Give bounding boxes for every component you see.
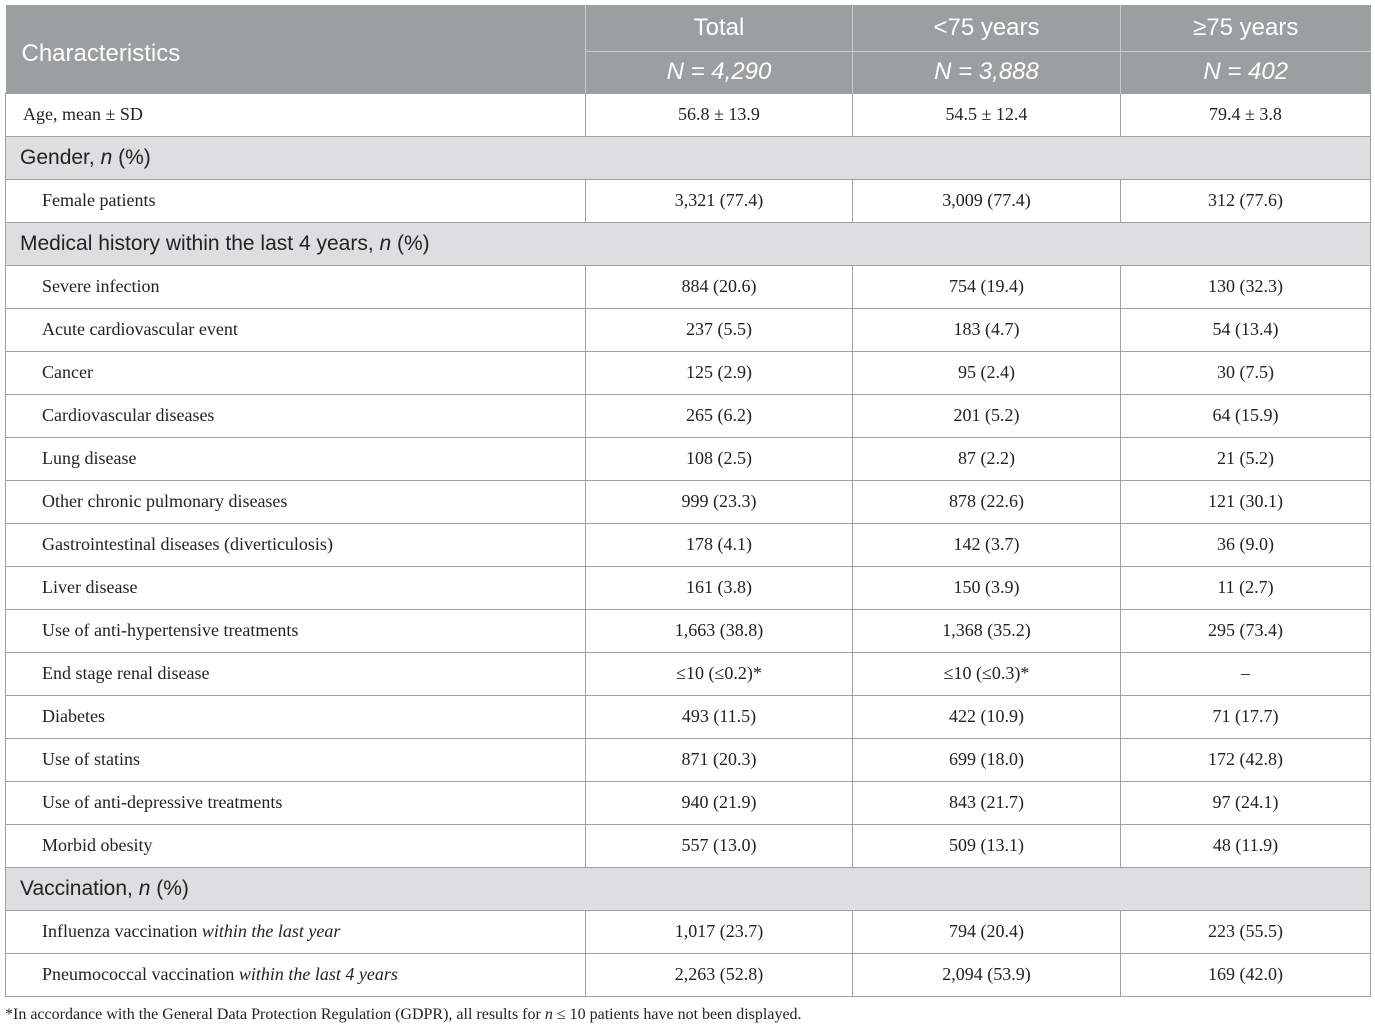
table-row (6, 265, 1371, 308)
header-row (6, 5, 1371, 51)
cell-total: 265 (6.2) (586, 394, 853, 437)
table-row (6, 910, 1371, 953)
table-row (6, 480, 1371, 523)
header-75-plus-n: N = 402 (1121, 51, 1371, 93)
table-row-age (6, 93, 1371, 136)
cell-under-75: 878 (22.6) (853, 480, 1121, 523)
cell-under-75: 1,368 (35.2) (853, 609, 1121, 652)
table-row (6, 437, 1371, 480)
cell-total: 999 (23.3) (586, 480, 853, 523)
row-label: Gastrointestinal diseases (diverticulosis) (6, 523, 586, 566)
cell-under-75: 754 (19.4) (853, 265, 1121, 308)
row-label: Morbid obesity (6, 824, 586, 867)
cell-under-75: 2,094 (53.9) (853, 953, 1121, 996)
cell-75-plus: 97 (24.1) (1121, 781, 1371, 824)
cell-75-plus: 36 (9.0) (1121, 523, 1371, 566)
characteristics-table-container (5, 5, 1370, 997)
cell-under-75: 150 (3.9) (853, 566, 1121, 609)
cell-under-75: 509 (13.1) (853, 824, 1121, 867)
row-label: Liver disease (6, 566, 586, 609)
cell-under-75: 95 (2.4) (853, 351, 1121, 394)
cell-75-plus: 54 (13.4) (1121, 308, 1371, 351)
cell-total: 56.8 ± 13.9 (586, 93, 853, 136)
cell-total: 557 (13.0) (586, 824, 853, 867)
table-row (6, 824, 1371, 867)
row-label: Pneumococcal vaccination within the last 4 years (6, 953, 586, 996)
cell-total: 1,017 (23.7) (586, 910, 853, 953)
table-row (6, 566, 1371, 609)
row-label: Acute cardiovascular event (6, 308, 586, 351)
header-characteristics: Characteristics (6, 5, 586, 93)
header-total: Total (586, 5, 853, 51)
cell-under-75: 54.5 ± 12.4 (853, 93, 1121, 136)
section-title: Gender, n (%) (6, 136, 1371, 179)
table-row (6, 351, 1371, 394)
cell-total: 871 (20.3) (586, 738, 853, 781)
header-under-75-n: N = 3,888 (853, 51, 1121, 93)
cell-under-75: 201 (5.2) (853, 394, 1121, 437)
cell-total: 237 (5.5) (586, 308, 853, 351)
table-row (6, 394, 1371, 437)
cell-75-plus: 130 (32.3) (1121, 265, 1371, 308)
table-row (6, 179, 1371, 222)
row-label: End stage renal disease (6, 652, 586, 695)
row-label: Other chronic pulmonary diseases (6, 480, 586, 523)
cell-total: 178 (4.1) (586, 523, 853, 566)
cell-75-plus: – (1121, 652, 1371, 695)
section-gender (6, 136, 1371, 179)
section-title: Medical history within the last 4 years, n (%) (6, 222, 1371, 265)
section-title: Vaccination, n (%) (6, 867, 1371, 910)
cell-75-plus: 295 (73.4) (1121, 609, 1371, 652)
cell-75-plus: 21 (5.2) (1121, 437, 1371, 480)
row-label: Influenza vaccination within the last year (6, 910, 586, 953)
cell-under-75: 794 (20.4) (853, 910, 1121, 953)
cell-75-plus: 172 (42.8) (1121, 738, 1371, 781)
row-label: Age, mean ± SD (6, 93, 586, 136)
cell-75-plus: 48 (11.9) (1121, 824, 1371, 867)
cell-under-75: 87 (2.2) (853, 437, 1121, 480)
cell-under-75: 183 (4.7) (853, 308, 1121, 351)
section-vaccination (6, 867, 1371, 910)
cell-under-75: ≤10 (≤0.3)* (853, 652, 1121, 695)
row-label: Severe infection (6, 265, 586, 308)
table-row (6, 695, 1371, 738)
row-label: Use of anti-depressive treatments (6, 781, 586, 824)
cell-total: 493 (11.5) (586, 695, 853, 738)
cell-total: 3,321 (77.4) (586, 179, 853, 222)
header-75-plus: ≥75 years (1121, 5, 1371, 51)
row-label: Use of anti-hypertensive treatments (6, 609, 586, 652)
cell-total: 125 (2.9) (586, 351, 853, 394)
cell-total: 884 (20.6) (586, 265, 853, 308)
cell-total: 2,263 (52.8) (586, 953, 853, 996)
row-label: Use of statins (6, 738, 586, 781)
cell-under-75: 3,009 (77.4) (853, 179, 1121, 222)
footnote: *In accordance with the General Data Protection Regulation (GDPR), all results for n ≤ 10 patients have not been displayed. (5, 1006, 802, 1023)
cell-75-plus: 223 (55.5) (1121, 910, 1371, 953)
cell-75-plus: 121 (30.1) (1121, 480, 1371, 523)
row-label: Diabetes (6, 695, 586, 738)
characteristics-table (5, 5, 1371, 997)
header-total-n: N = 4,290 (586, 51, 853, 93)
cell-total: 161 (3.8) (586, 566, 853, 609)
cell-total: ≤10 (≤0.2)* (586, 652, 853, 695)
cell-75-plus: 169 (42.0) (1121, 953, 1371, 996)
row-label: Lung disease (6, 437, 586, 480)
table-row (6, 609, 1371, 652)
table-row (6, 953, 1371, 996)
row-label: Cancer (6, 351, 586, 394)
section-medical-history (6, 222, 1371, 265)
cell-under-75: 843 (21.7) (853, 781, 1121, 824)
header-under-75: <75 years (853, 5, 1121, 51)
cell-total: 1,663 (38.8) (586, 609, 853, 652)
cell-under-75: 142 (3.7) (853, 523, 1121, 566)
cell-total: 108 (2.5) (586, 437, 853, 480)
table-row (6, 523, 1371, 566)
cell-75-plus: 30 (7.5) (1121, 351, 1371, 394)
table-row (6, 308, 1371, 351)
table-row (6, 652, 1371, 695)
cell-total: 940 (21.9) (586, 781, 853, 824)
cell-75-plus: 64 (15.9) (1121, 394, 1371, 437)
row-label: Cardiovascular diseases (6, 394, 586, 437)
table-row (6, 781, 1371, 824)
cell-75-plus: 71 (17.7) (1121, 695, 1371, 738)
cell-under-75: 699 (18.0) (853, 738, 1121, 781)
row-label: Female patients (6, 179, 586, 222)
cell-under-75: 422 (10.9) (853, 695, 1121, 738)
cell-75-plus: 79.4 ± 3.8 (1121, 93, 1371, 136)
cell-75-plus: 312 (77.6) (1121, 179, 1371, 222)
table-row (6, 738, 1371, 781)
cell-75-plus: 11 (2.7) (1121, 566, 1371, 609)
